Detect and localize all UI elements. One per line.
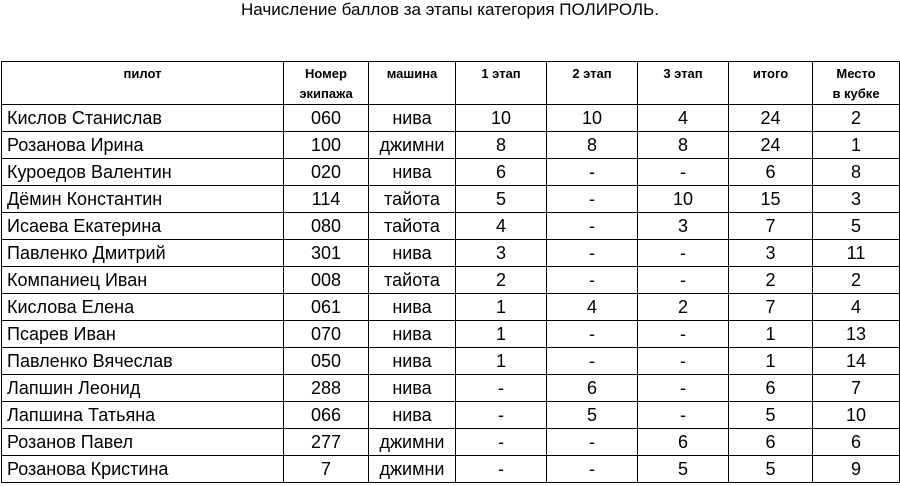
cell-stage-2: -: [547, 267, 638, 294]
table-body: [2, 105, 900, 483]
cell-car: тайота: [369, 213, 456, 240]
cell-pilot: Розанов Павел: [2, 429, 284, 456]
cell-pilot: Кислов Станислав: [2, 105, 284, 132]
table-row: [2, 240, 900, 267]
table-row: [2, 267, 900, 294]
cell-car: джимни: [369, 429, 456, 456]
cell-stage-1: 5: [456, 186, 547, 213]
cell-cup-place: 5: [813, 213, 900, 240]
cell-total: 24: [729, 105, 813, 132]
cell-total: 7: [729, 294, 813, 321]
cell-crew-number: 288: [284, 375, 369, 402]
table-row: [2, 132, 900, 159]
table-row: [2, 294, 900, 321]
cell-pilot: Куроедов Валентин: [2, 159, 284, 186]
header-stage-2-line: 2 этап: [572, 66, 612, 81]
results-table: [1, 61, 900, 483]
header-crew-number: [284, 62, 369, 105]
cell-stage-2: -: [547, 321, 638, 348]
cell-cup-place: 2: [813, 267, 900, 294]
cell-crew-number: 277: [284, 429, 369, 456]
cell-cup-place: 6: [813, 429, 900, 456]
cell-stage-3: -: [638, 348, 729, 375]
table-header-row: [2, 62, 900, 105]
cell-cup-place: 11: [813, 240, 900, 267]
header-pilot: [2, 62, 284, 105]
cell-stage-3: 5: [638, 456, 729, 483]
cell-car: джимни: [369, 456, 456, 483]
cell-pilot: Павленко Дмитрий: [2, 240, 284, 267]
cell-crew-number: 100: [284, 132, 369, 159]
page-title: Начисление баллов за этапы категория ПОЛИРОЛЬ.: [241, 0, 659, 19]
cell-total: 5: [729, 456, 813, 483]
cell-crew-number: 301: [284, 240, 369, 267]
cell-stage-3: 8: [638, 132, 729, 159]
cell-total: 1: [729, 348, 813, 375]
cell-car: нива: [369, 294, 456, 321]
cell-car: нива: [369, 240, 456, 267]
cell-stage-3: -: [638, 402, 729, 429]
cell-stage-3: -: [638, 240, 729, 267]
cell-total: 1: [729, 321, 813, 348]
header-stage-1: [456, 62, 547, 105]
header-cup-place-line2: в кубке: [832, 86, 880, 101]
table-row: [2, 186, 900, 213]
header-cup-place-line1: Место: [836, 66, 876, 81]
cell-pilot: Дёмин Константин: [2, 186, 284, 213]
cell-stage-1: 1: [456, 294, 547, 321]
cell-pilot: Розанова Кристина: [2, 456, 284, 483]
cell-stage-3: -: [638, 321, 729, 348]
cell-car: нива: [369, 375, 456, 402]
cell-cup-place: 7: [813, 375, 900, 402]
cell-stage-2: 8: [547, 132, 638, 159]
cell-cup-place: 10: [813, 402, 900, 429]
header-stage-3: [638, 62, 729, 105]
cell-stage-1: 6: [456, 159, 547, 186]
cell-stage-1: 2: [456, 267, 547, 294]
cell-crew-number: 008: [284, 267, 369, 294]
header-crew-number-line1: Номер: [305, 66, 347, 81]
header-car: [369, 62, 456, 105]
cell-cup-place: 3: [813, 186, 900, 213]
cell-cup-place: 2: [813, 105, 900, 132]
cell-crew-number: 080: [284, 213, 369, 240]
cell-total: 2: [729, 267, 813, 294]
cell-stage-2: 5: [547, 402, 638, 429]
cell-stage-2: 6: [547, 375, 638, 402]
cell-pilot: Компаниец Иван: [2, 267, 284, 294]
cell-car: нива: [369, 402, 456, 429]
cell-total: 3: [729, 240, 813, 267]
cell-pilot: Кислова Елена: [2, 294, 284, 321]
cell-stage-1: 10: [456, 105, 547, 132]
cell-car: тайота: [369, 267, 456, 294]
header-total: [729, 62, 813, 105]
cell-stage-2: -: [547, 456, 638, 483]
cell-cup-place: 8: [813, 159, 900, 186]
cell-crew-number: 020: [284, 159, 369, 186]
cell-stage-1: -: [456, 402, 547, 429]
table-row: [2, 375, 900, 402]
table-row: [2, 402, 900, 429]
cell-car: джимни: [369, 132, 456, 159]
cell-car: нива: [369, 321, 456, 348]
cell-crew-number: 7: [284, 456, 369, 483]
cell-total: 6: [729, 375, 813, 402]
cell-stage-1: -: [456, 429, 547, 456]
cell-pilot: Псарев Иван: [2, 321, 284, 348]
cell-cup-place: 13: [813, 321, 900, 348]
cell-stage-1: 1: [456, 348, 547, 375]
cell-stage-1: 8: [456, 132, 547, 159]
cell-stage-2: -: [547, 240, 638, 267]
cell-stage-3: -: [638, 375, 729, 402]
cell-total: 5: [729, 402, 813, 429]
cell-total: 7: [729, 213, 813, 240]
cell-stage-3: 3: [638, 213, 729, 240]
cell-cup-place: 14: [813, 348, 900, 375]
cell-stage-3: 6: [638, 429, 729, 456]
cell-stage-1: -: [456, 456, 547, 483]
cell-crew-number: 060: [284, 105, 369, 132]
cell-total: 24: [729, 132, 813, 159]
header-cup-place: [813, 62, 900, 105]
cell-pilot: Розанова Ирина: [2, 132, 284, 159]
cell-stage-2: 4: [547, 294, 638, 321]
cell-stage-1: 3: [456, 240, 547, 267]
cell-stage-3: 4: [638, 105, 729, 132]
cell-stage-2: -: [547, 213, 638, 240]
cell-crew-number: 066: [284, 402, 369, 429]
header-crew-number-line2: экипажа: [299, 86, 353, 101]
cell-cup-place: 9: [813, 456, 900, 483]
table-row: [2, 105, 900, 132]
cell-car: нива: [369, 159, 456, 186]
cell-pilot: Лапшина Татьяна: [2, 402, 284, 429]
cell-stage-2: -: [547, 348, 638, 375]
table-row: [2, 159, 900, 186]
cell-pilot: Исаева Екатерина: [2, 213, 284, 240]
header-total-line: итого: [752, 66, 789, 81]
cell-total: 15: [729, 186, 813, 213]
cell-stage-2: 10: [547, 105, 638, 132]
cell-pilot: Павленко Вячеслав: [2, 348, 284, 375]
table-row: [2, 348, 900, 375]
table-row: [2, 213, 900, 240]
cell-crew-number: 050: [284, 348, 369, 375]
cell-total: 6: [729, 159, 813, 186]
cell-stage-2: -: [547, 429, 638, 456]
table-row: [2, 429, 900, 456]
cell-stage-3: 2: [638, 294, 729, 321]
cell-stage-1: 1: [456, 321, 547, 348]
cell-stage-3: -: [638, 267, 729, 294]
cell-crew-number: 061: [284, 294, 369, 321]
cell-stage-1: 4: [456, 213, 547, 240]
cell-total: 6: [729, 429, 813, 456]
cell-crew-number: 114: [284, 186, 369, 213]
cell-cup-place: 4: [813, 294, 900, 321]
header-car-line: машина: [386, 66, 438, 81]
cell-stage-2: -: [547, 159, 638, 186]
cell-stage-3: -: [638, 159, 729, 186]
header-stage-1-line: 1 этап: [481, 66, 521, 81]
cell-pilot: Лапшин Леонид: [2, 375, 284, 402]
cell-cup-place: 1: [813, 132, 900, 159]
header-stage-2: [547, 62, 638, 105]
cell-stage-1: -: [456, 375, 547, 402]
cell-car: нива: [369, 105, 456, 132]
cell-car: тайота: [369, 186, 456, 213]
header-pilot-line: пилот: [123, 66, 162, 81]
cell-stage-2: -: [547, 186, 638, 213]
cell-crew-number: 070: [284, 321, 369, 348]
table-row: [2, 321, 900, 348]
cell-car: нива: [369, 348, 456, 375]
cell-stage-3: 10: [638, 186, 729, 213]
header-stage-3-line: 3 этап: [663, 66, 703, 81]
table-row: [2, 456, 900, 483]
